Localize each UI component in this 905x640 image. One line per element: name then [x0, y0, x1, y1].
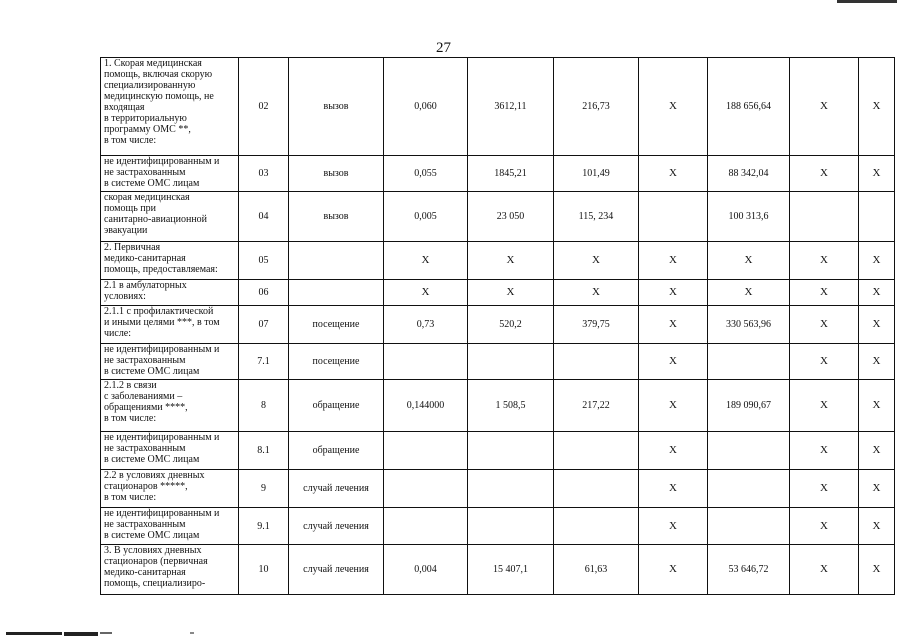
row-total: X: [708, 242, 790, 280]
row-col10: X: [859, 470, 895, 508]
scan-edge-mark: [100, 632, 112, 634]
row-col9: X: [790, 58, 859, 156]
row-cost: [468, 508, 554, 545]
row-unit: посещение: [289, 344, 384, 380]
row-col10: X: [859, 58, 895, 156]
table-row: [101, 242, 895, 280]
row-col9: X: [790, 156, 859, 192]
row-col9: X: [790, 280, 859, 306]
table-row: [101, 58, 895, 156]
row-name: 2.1.2 в связи с заболеваниями – обращениями ****, в том числе:: [101, 380, 239, 432]
row-total: [708, 470, 790, 508]
row-norm: 0,73: [384, 306, 468, 344]
row-col7: X: [639, 344, 708, 380]
table-row: [101, 344, 895, 380]
row-col7: X: [639, 242, 708, 280]
row-unit: случай лечения: [289, 545, 384, 595]
program-cost-table: [100, 57, 895, 595]
row-norm: [384, 470, 468, 508]
row-code: 04: [239, 192, 289, 242]
row-per-capita: X: [554, 242, 639, 280]
table-row: [101, 280, 895, 306]
row-norm: 0,055: [384, 156, 468, 192]
row-total: [708, 508, 790, 545]
row-total: 100 313,6: [708, 192, 790, 242]
row-norm: [384, 344, 468, 380]
row-col7: X: [639, 432, 708, 470]
row-col10: X: [859, 380, 895, 432]
row-total: 53 646,72: [708, 545, 790, 595]
row-code: 9: [239, 470, 289, 508]
row-total: 188 656,64: [708, 58, 790, 156]
row-unit: посещение: [289, 306, 384, 344]
row-unit: обращение: [289, 432, 384, 470]
row-norm: X: [384, 280, 468, 306]
row-code: 7.1: [239, 344, 289, 380]
row-col7: X: [639, 380, 708, 432]
row-col10: X: [859, 344, 895, 380]
row-col9: X: [790, 380, 859, 432]
row-code: 03: [239, 156, 289, 192]
row-per-capita: [554, 432, 639, 470]
row-col9: X: [790, 344, 859, 380]
row-unit: случай лечения: [289, 470, 384, 508]
row-cost: 23 050: [468, 192, 554, 242]
row-norm: 0,004: [384, 545, 468, 595]
row-norm: [384, 432, 468, 470]
row-unit: [289, 280, 384, 306]
row-per-capita: [554, 470, 639, 508]
row-cost: 1845,21: [468, 156, 554, 192]
row-code: 02: [239, 58, 289, 156]
row-col7: X: [639, 58, 708, 156]
row-per-capita: 217,22: [554, 380, 639, 432]
row-name: 2. Первичная медико-санитарная помощь, предоставляемая:: [101, 242, 239, 280]
row-total: 189 090,67: [708, 380, 790, 432]
row-norm: 0,144000: [384, 380, 468, 432]
row-name: не идентифицированным и не застрахованным в системе ОМС лицам: [101, 344, 239, 380]
row-code: 07: [239, 306, 289, 344]
row-name: 2.1.1 с профилактической и иными целями ***, в том числе:: [101, 306, 239, 344]
row-per-capita: X: [554, 280, 639, 306]
row-per-capita: [554, 508, 639, 545]
row-col9: X: [790, 545, 859, 595]
row-per-capita: 379,75: [554, 306, 639, 344]
row-col10: X: [859, 432, 895, 470]
row-cost: [468, 470, 554, 508]
row-col10: X: [859, 156, 895, 192]
scan-edge-mark: [64, 632, 98, 636]
row-name: не идентифицированным и не застрахованным в системе ОМС лицам: [101, 508, 239, 545]
row-unit: [289, 242, 384, 280]
scan-edge-mark: [190, 632, 194, 634]
row-cost: X: [468, 242, 554, 280]
row-col10: X: [859, 306, 895, 344]
row-col9: X: [790, 242, 859, 280]
row-name: скорая медицинская помощь при санитарно-авиационной эвакуации: [101, 192, 239, 242]
row-col9: X: [790, 470, 859, 508]
row-per-capita: 115, 234: [554, 192, 639, 242]
row-total: 88 342,04: [708, 156, 790, 192]
row-col7: X: [639, 470, 708, 508]
scan-edge-mark: [837, 0, 897, 3]
table-row: [101, 545, 895, 595]
page-number: 27: [436, 40, 451, 56]
row-col7: X: [639, 156, 708, 192]
row-cost: 1 508,5: [468, 380, 554, 432]
row-norm: X: [384, 242, 468, 280]
row-col9: [790, 192, 859, 242]
row-cost: [468, 432, 554, 470]
row-col7: X: [639, 306, 708, 344]
row-total: 330 563,96: [708, 306, 790, 344]
row-name: не идентифицированным и не застрахованным в системе ОМС лицам: [101, 156, 239, 192]
row-per-capita: 61,63: [554, 545, 639, 595]
row-norm: 0,005: [384, 192, 468, 242]
row-unit: вызов: [289, 192, 384, 242]
row-name: 1. Скорая медицинская помощь, включая скорую специализированную медицинскую помощь, не входящая в территориальную программу ОМС **, в том числе:: [101, 58, 239, 156]
table-row: [101, 380, 895, 432]
row-col7: X: [639, 280, 708, 306]
row-col9: X: [790, 306, 859, 344]
row-cost: 3612,11: [468, 58, 554, 156]
row-unit: обращение: [289, 380, 384, 432]
row-norm: [384, 508, 468, 545]
row-col7: X: [639, 508, 708, 545]
row-unit: случай лечения: [289, 508, 384, 545]
row-unit: вызов: [289, 58, 384, 156]
row-col10: X: [859, 545, 895, 595]
row-name: не идентифицированным и не застрахованным в системе ОМС лицам: [101, 432, 239, 470]
row-col9: X: [790, 432, 859, 470]
row-code: 06: [239, 280, 289, 306]
row-col10: [859, 192, 895, 242]
row-per-capita: 101,49: [554, 156, 639, 192]
row-col10: X: [859, 508, 895, 545]
row-col7: [639, 192, 708, 242]
row-name: 3. В условиях дневных стационаров (первичная медико-санитарная помощь, специализиро-: [101, 545, 239, 595]
row-col9: X: [790, 508, 859, 545]
table-row: [101, 156, 895, 192]
row-code: 05: [239, 242, 289, 280]
row-cost: 520,2: [468, 306, 554, 344]
row-col10: X: [859, 280, 895, 306]
table-row: [101, 432, 895, 470]
row-per-capita: 216,73: [554, 58, 639, 156]
row-col7: X: [639, 545, 708, 595]
row-cost: [468, 344, 554, 380]
row-name: 2.2 в условиях дневных стационаров *****, в том числе:: [101, 470, 239, 508]
row-code: 8: [239, 380, 289, 432]
row-cost: X: [468, 280, 554, 306]
scan-edge-mark: [6, 632, 62, 635]
row-col10: X: [859, 242, 895, 280]
row-code: 9.1: [239, 508, 289, 545]
row-norm: 0,060: [384, 58, 468, 156]
row-total: [708, 344, 790, 380]
table-row: [101, 306, 895, 344]
row-code: 10: [239, 545, 289, 595]
row-total: [708, 432, 790, 470]
table-row: [101, 192, 895, 242]
row-unit: вызов: [289, 156, 384, 192]
row-per-capita: [554, 344, 639, 380]
row-code: 8.1: [239, 432, 289, 470]
table-row: [101, 470, 895, 508]
table-row: [101, 508, 895, 545]
row-total: X: [708, 280, 790, 306]
row-cost: 15 407,1: [468, 545, 554, 595]
row-name: 2.1 в амбулаторных условиях:: [101, 280, 239, 306]
